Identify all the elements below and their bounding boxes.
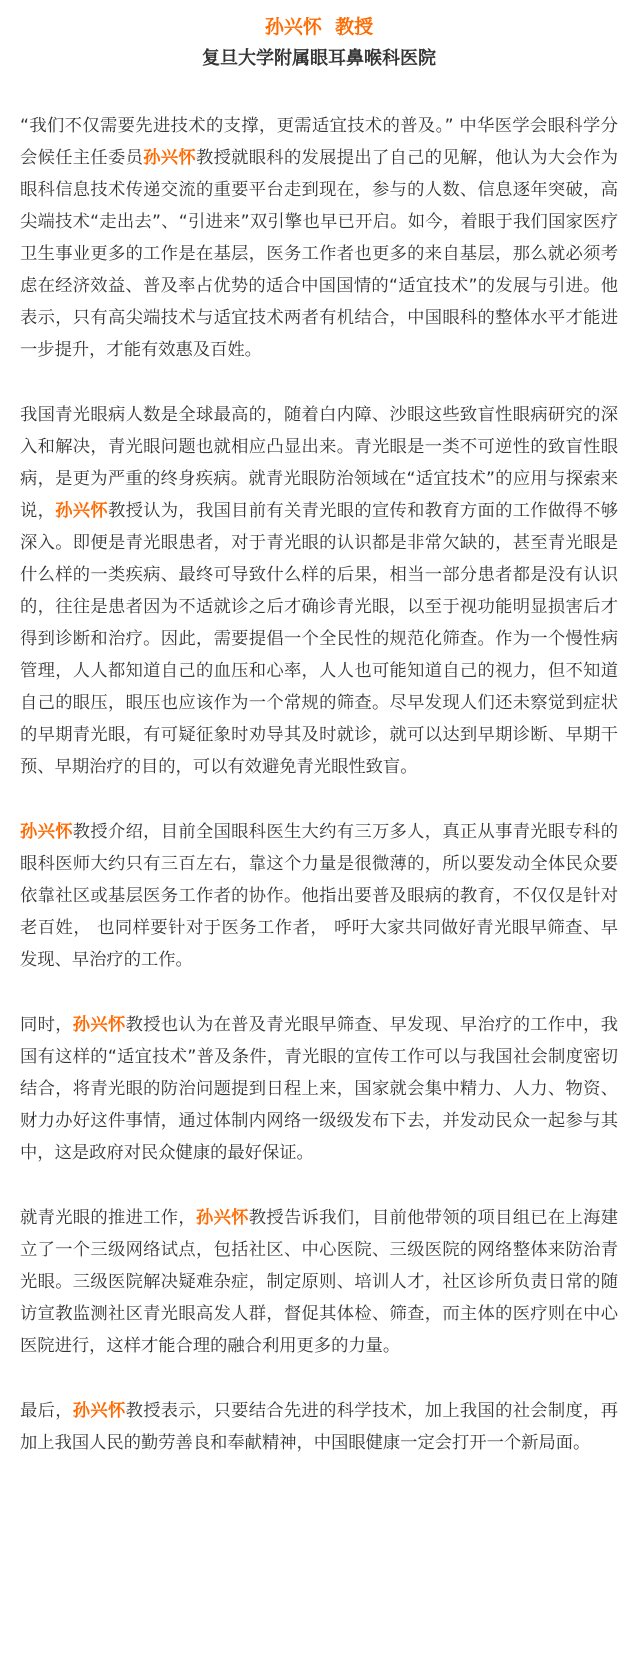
- article-body: [20, 110, 618, 1459]
- paragraph-text: 教授就眼科的发展提出了自己的见解，他认为大会作为眼科信息技术传递交流的重要平台走到现在，参与的人数、信息逐年突破，高尖端技术“走出去”、“引进来”双引擎也早已开启。如今，着眼于我们国家医疗卫生事业更多的工作是在基层，医务工作者也更多的来自基层，那么就必须考虑在经济效益、普及率占优势的适合中国国情的“适宜技术”的发展与引进。他表示，只有高尖端技术与适宜技术两者有机结合，中国眼科的整体水平才能进一步提升，才能有效惠及百姓。: [20, 148, 618, 360]
- highlighted-name: 孙兴怀: [143, 148, 196, 168]
- paragraph-6: [20, 1395, 618, 1459]
- paragraph-text: 教授表示，只要结合先进的科学技术，加上我国的社会制度，再加上我国人民的勤劳善良和奉献精神，中国眼健康一定会打开一个新局面。: [20, 1401, 618, 1453]
- paragraph-1: [20, 110, 618, 366]
- paragraph-text: 教授也认为在普及青光眼早筛查、早发现、早治疗的工作中，我国有这样的“适宜技术”普及条件，青光眼的宣传工作可以与我国社会制度密切结合，将青光眼的防治问题提到日程上来，国家就会集中精力、人力、物资、财力办好这件事情，通过体制内网络一级级发布下去，并发动民众一起参与其中，这是政府对民众健康的最好保证。: [20, 1015, 618, 1163]
- article-header: [20, 14, 618, 72]
- highlighted-name: 孙兴怀: [72, 1015, 126, 1035]
- paragraph-text: 教授介绍，目前全国眼科医生大约有三万多人，真正从事青光眼专科的眼科医师大约只有三百左右，靠这个力量是很微薄的，所以要发动全体民众要依靠社区或基层医务工作者的协作。他指出要普及眼病的教育，不仅仅是针对老百姓， 也同样要针对于医务工作者， 呼吁大家共同做好青光眼早筛查、早发现、早治疗的工作。: [20, 822, 618, 970]
- highlighted-name: 孙兴怀: [195, 1208, 249, 1228]
- paragraph-4: [20, 1009, 618, 1169]
- author-affiliation: 复旦大学附属眼耳鼻喉科医院: [202, 48, 436, 69]
- paragraph-2: [20, 399, 618, 783]
- paragraph-text: 最后，: [20, 1401, 73, 1421]
- paragraph-3: [20, 816, 618, 976]
- paragraph-text: 教授告诉我们，目前他带领的项目组已在上海建立了一个三级网络试点，包括社区、中心医院、三级医院的网络整体来防治青光眼。三级医院解决疑难杂症，制定原则、培训人才，社区诊所负责日常的随访宣教监测社区青光眼高发人群，督促其体检、筛查，而主体的医疗则在中心医院进行，这样才能合理的融合利用更多的力量。: [20, 1208, 618, 1356]
- paragraph-text: “我们不仅需要先进技术的支撑，更需适宜技术的普及。” 中华医学会眼科学分会候任主任委员: [20, 116, 618, 168]
- highlighted-name: 孙兴怀: [20, 822, 73, 842]
- paragraph-text: 我国青光眼病人数是全球最高的，随着白内障、沙眼这些致盲性眼病研究的深入和解决，青光眼问题也就相应凸显出来。青光眼是一类不可逆性的致盲性眼病，是更为严重的终身疾病。就青光眼防治领域在“适宜技术”的应用与探索来说，: [20, 405, 618, 521]
- highlighted-name: 孙兴怀: [72, 1401, 126, 1421]
- paragraph-text: 教授认为，我国目前有关青光眼的宣传和教育方面的工作做得不够深入。即便是青光眼患者，对于青光眼的认识都是非常欠缺的，甚至青光眼是什么样的一类疾病、最终可导致什么样的后果，相当一部分患者都是没有认识的，往往是患者因为不适就诊之后才确诊青光眼，以至于视功能明显损害后才得到诊断和治疗。因此，需要提倡一个全民性的规范化筛查。作为一个慢性病管理，人人都知道自己的血压和心率，人人也可能知道自己的视力，但不知道自己的眼压，眼压也应该作为一个常规的筛查。尽早发现人们还未察觉到症状的早期青光眼，有可疑征象时劝导其及时就诊，就可以达到早期诊断、早期干预、早期治疗的目的，可以有效避免青光眼性致盲。: [20, 501, 618, 777]
- paragraph-5: [20, 1202, 618, 1362]
- highlighted-name: 孙兴怀: [55, 501, 108, 521]
- paragraph-text: 同时，: [20, 1015, 73, 1035]
- author-name-title: 孙兴怀 教授: [264, 16, 374, 38]
- paragraph-text: 就青光眼的推进工作，: [20, 1208, 196, 1228]
